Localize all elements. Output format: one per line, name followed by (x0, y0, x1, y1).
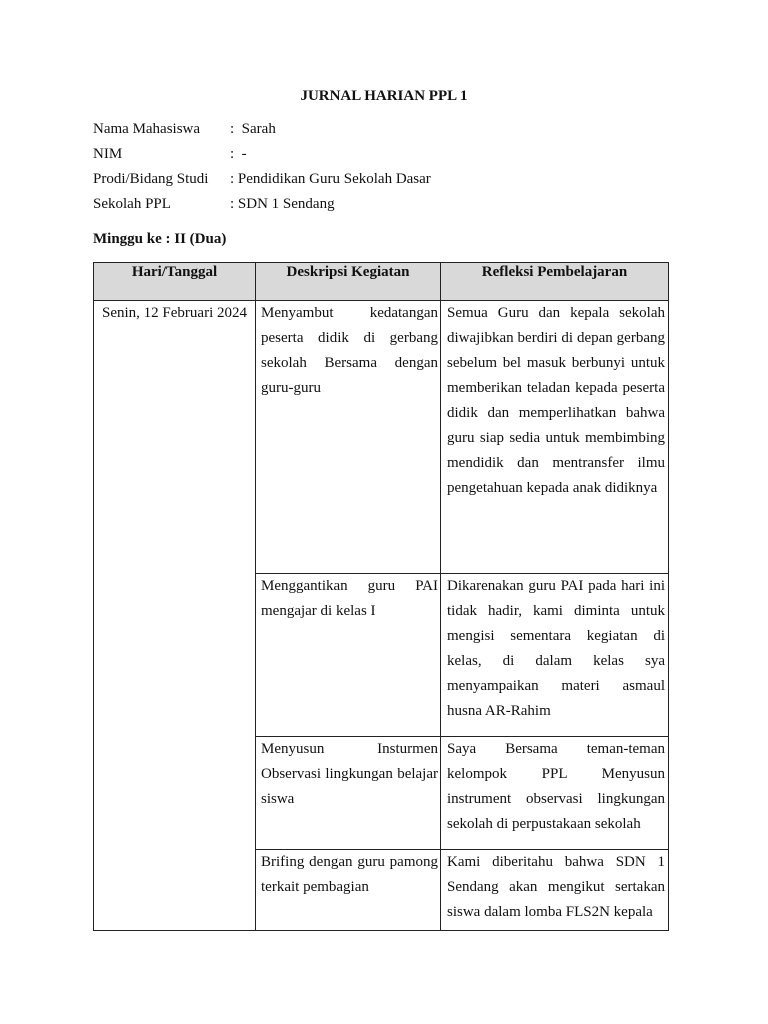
description-cell: Brifing dengan guru pamong terkait pembagian (256, 850, 441, 931)
table-header-row (94, 263, 669, 301)
journal-table (93, 262, 669, 931)
info-row-program (93, 167, 431, 192)
header-description-label: Deskripsi Kegiatan (286, 264, 410, 280)
info-row-name (93, 117, 431, 142)
info-row-nim (93, 142, 431, 167)
header-reflection-label: Refleksi Pembelajaran (481, 264, 628, 280)
reflection-cell: Semua Guru dan kepala sekolah diwajibkan berdiri di depan gerbang sebelum bel masuk berbunyi untuk memberikan teladan kepada peserta didik dan memperlihatkan bahwa guru siap sedia untuk membimbing mendidik dan mentransfer ilmu pengetahuan kepada anak didiknya (441, 301, 669, 574)
description-cell: Menyambut kedatangan peserta didik di gerbang sekolah Bersama dengan guru-guru (256, 301, 441, 574)
info-label: Nama Mahasiswa (93, 121, 201, 137)
reflection-cell: Dikarenakan guru PAI pada hari ini tidak hadir, kami diminta untuk mengisi sementara kegiatan di kelas, di dalam kelas sya menyampaikan materi asmaul husna AR-Rahim (441, 574, 669, 737)
info-value: : - (230, 146, 247, 162)
header-reflection (441, 263, 669, 301)
week-heading: Minggu ke : II (Dua) (93, 231, 227, 247)
info-value: : Sarah (230, 121, 276, 137)
student-info (93, 117, 431, 217)
header-date-label: Hari/Tanggal (131, 264, 218, 280)
reflection-cell: Kami diberitahu bahwa SDN 1 Sendang akan mengikut sertakan siswa dalam lomba FLS2N kepala (441, 850, 669, 931)
info-label: NIM (93, 146, 123, 162)
description-cell: Menyusun Insturmen Observasi lingkungan belajar siswa (256, 737, 441, 850)
info-label: Prodi/Bidang Studi (93, 171, 209, 187)
info-label: Sekolah PPL (93, 196, 171, 212)
info-row-school (93, 192, 431, 217)
description-cell: Menggantikan guru PAI mengajar di kelas I (256, 574, 441, 737)
date-cell: Senin, 12 Februari 2024 (94, 301, 256, 931)
table-row (94, 301, 669, 574)
info-value: : SDN 1 Sendang (230, 196, 335, 212)
info-value: : Pendidikan Guru Sekolah Dasar (230, 171, 431, 187)
header-description (256, 263, 441, 301)
header-date (94, 263, 256, 301)
reflection-cell: Saya Bersama teman-teman kelompok PPL Menyusun instrument observasi lingkungan sekolah di perpustakaan sekolah (441, 737, 669, 850)
document-title: JURNAL HARIAN PPL 1 (300, 88, 468, 104)
